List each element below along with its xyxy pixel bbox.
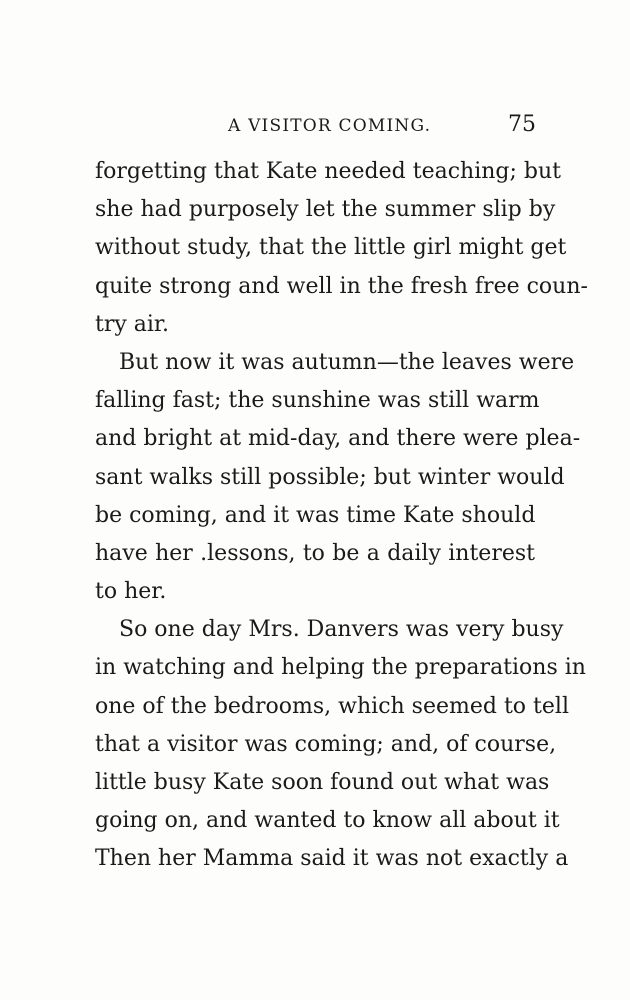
paragraph xyxy=(95,344,581,611)
text-line: one of the bedrooms, which seemed to tell xyxy=(95,693,569,719)
running-header xyxy=(95,112,540,142)
text-line: she had purposely let the summer slip by xyxy=(95,197,556,223)
text-line: falling fast; the sunshine was still warm xyxy=(95,388,540,414)
text-line: in watching and helping the preparations in xyxy=(95,655,586,681)
page-number: 75 xyxy=(508,112,536,137)
text-line: and bright at mid-day, and there were plea- xyxy=(95,426,581,452)
text-line: without study, that the little girl might get xyxy=(95,235,567,261)
text-line: be coming, and it was time Kate should xyxy=(95,502,536,528)
text-line: have her .lessons, to be a daily interest xyxy=(95,540,535,566)
chapter-title: A VISITOR COMING. xyxy=(228,116,432,136)
text-line: quite strong and well in the fresh free coun- xyxy=(95,273,588,299)
text-line: to her. xyxy=(95,579,167,605)
text-line: Then her Mamma said it was not exactly a xyxy=(95,846,569,872)
text-line: little busy Kate soon found out what was xyxy=(95,770,550,795)
paragraph xyxy=(95,153,588,344)
body-text xyxy=(95,153,588,879)
text-line: forgetting that Kate needed teaching; but xyxy=(95,159,561,184)
text-line: try air. xyxy=(95,311,170,337)
text-line: But now it was autumn—the leaves were xyxy=(119,349,575,375)
text-line: So one day Mrs. Danvers was very busy xyxy=(119,617,564,643)
text-line: that a visitor was coming; and, of course, xyxy=(95,731,557,757)
paragraph xyxy=(95,611,586,878)
text-line: going on, and wanted to know all about it xyxy=(95,808,560,834)
text-line: sant walks still possible; but winter would xyxy=(95,464,565,490)
